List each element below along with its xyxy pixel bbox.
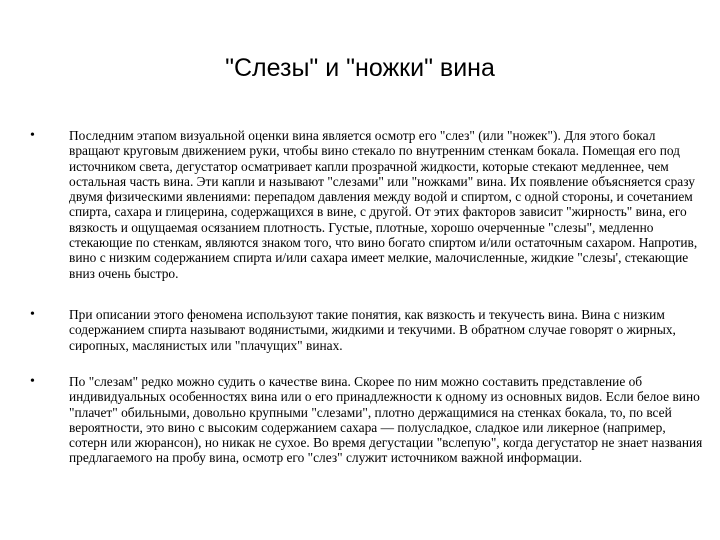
bullet-text: Последним этапом визуальной оценки вина является осмотр его "слез" (или "ножек"). Для этого бокал вращают круговым движением руки, чтобы вино стекало по внутренним стенкам бокала. Помещая его под источником света, дегустатор осматривает капли прозрачной жидкости, которые стекают медленнее, чем остальная часть вина. Эти капли и называют "слезами" или "ножками" вина. Их появление объясняется сразу двумя физическими явлениями: перепадом давления между водой и спиртом, с одной стороны, и сочетанием спирта, сахара и глицерина, содержащихся в вине, с другой. От этих факторов зависит "жирность" вина, его вязкость и ощущаемая осязанием плотность. Густые, плотные, хорошо очерченные "слезы", медленно стекающие по стенкам, являются знаком того, что вино богато спиртом и/или остаточным сахаром. Напротив, вино с низким содержанием спирта и/или сахара имеет мелкие, малочисленные, жидкие "слезы', стекающие вниз очень быстро. bbox=[69, 128, 698, 281]
bullet-marker: • bbox=[30, 307, 35, 322]
bullet-marker: • bbox=[30, 128, 35, 143]
bullet-text: По "слезам" редко можно судить о качестве вина. Скорее по ним можно составить представление об индивидуальных особенностях вина или о его принадлежности к одному из основных видов. Если белое вино "плачет" обильными, довольно крупными "слезами", плотно держащимися на стенках бокала, то, по всей вероятности, это вино с высоким содержанием сахара — полусладкое, сладкое или ликерное (например, сотерн или жюрансон), но никак не сухое. Во время дегустации "вслепую", когда дегустатор не знает названия предлагаемого на пробу вина, осмотр его "слез" служит источником важной информации. bbox=[69, 374, 703, 466]
bullet-text: При описании этого феномена используют такие понятия, как вязкость и текучесть вина. Вина с низким содержанием спирта называют водянистыми, жидкими и текучими. В обратном случае говорят о жирных, сиропных, маслянистых или "плачущих" винах. bbox=[69, 307, 676, 353]
bullet-marker: • bbox=[30, 374, 35, 389]
slide-title: "Слезы" и "ножки" вина bbox=[225, 54, 495, 82]
